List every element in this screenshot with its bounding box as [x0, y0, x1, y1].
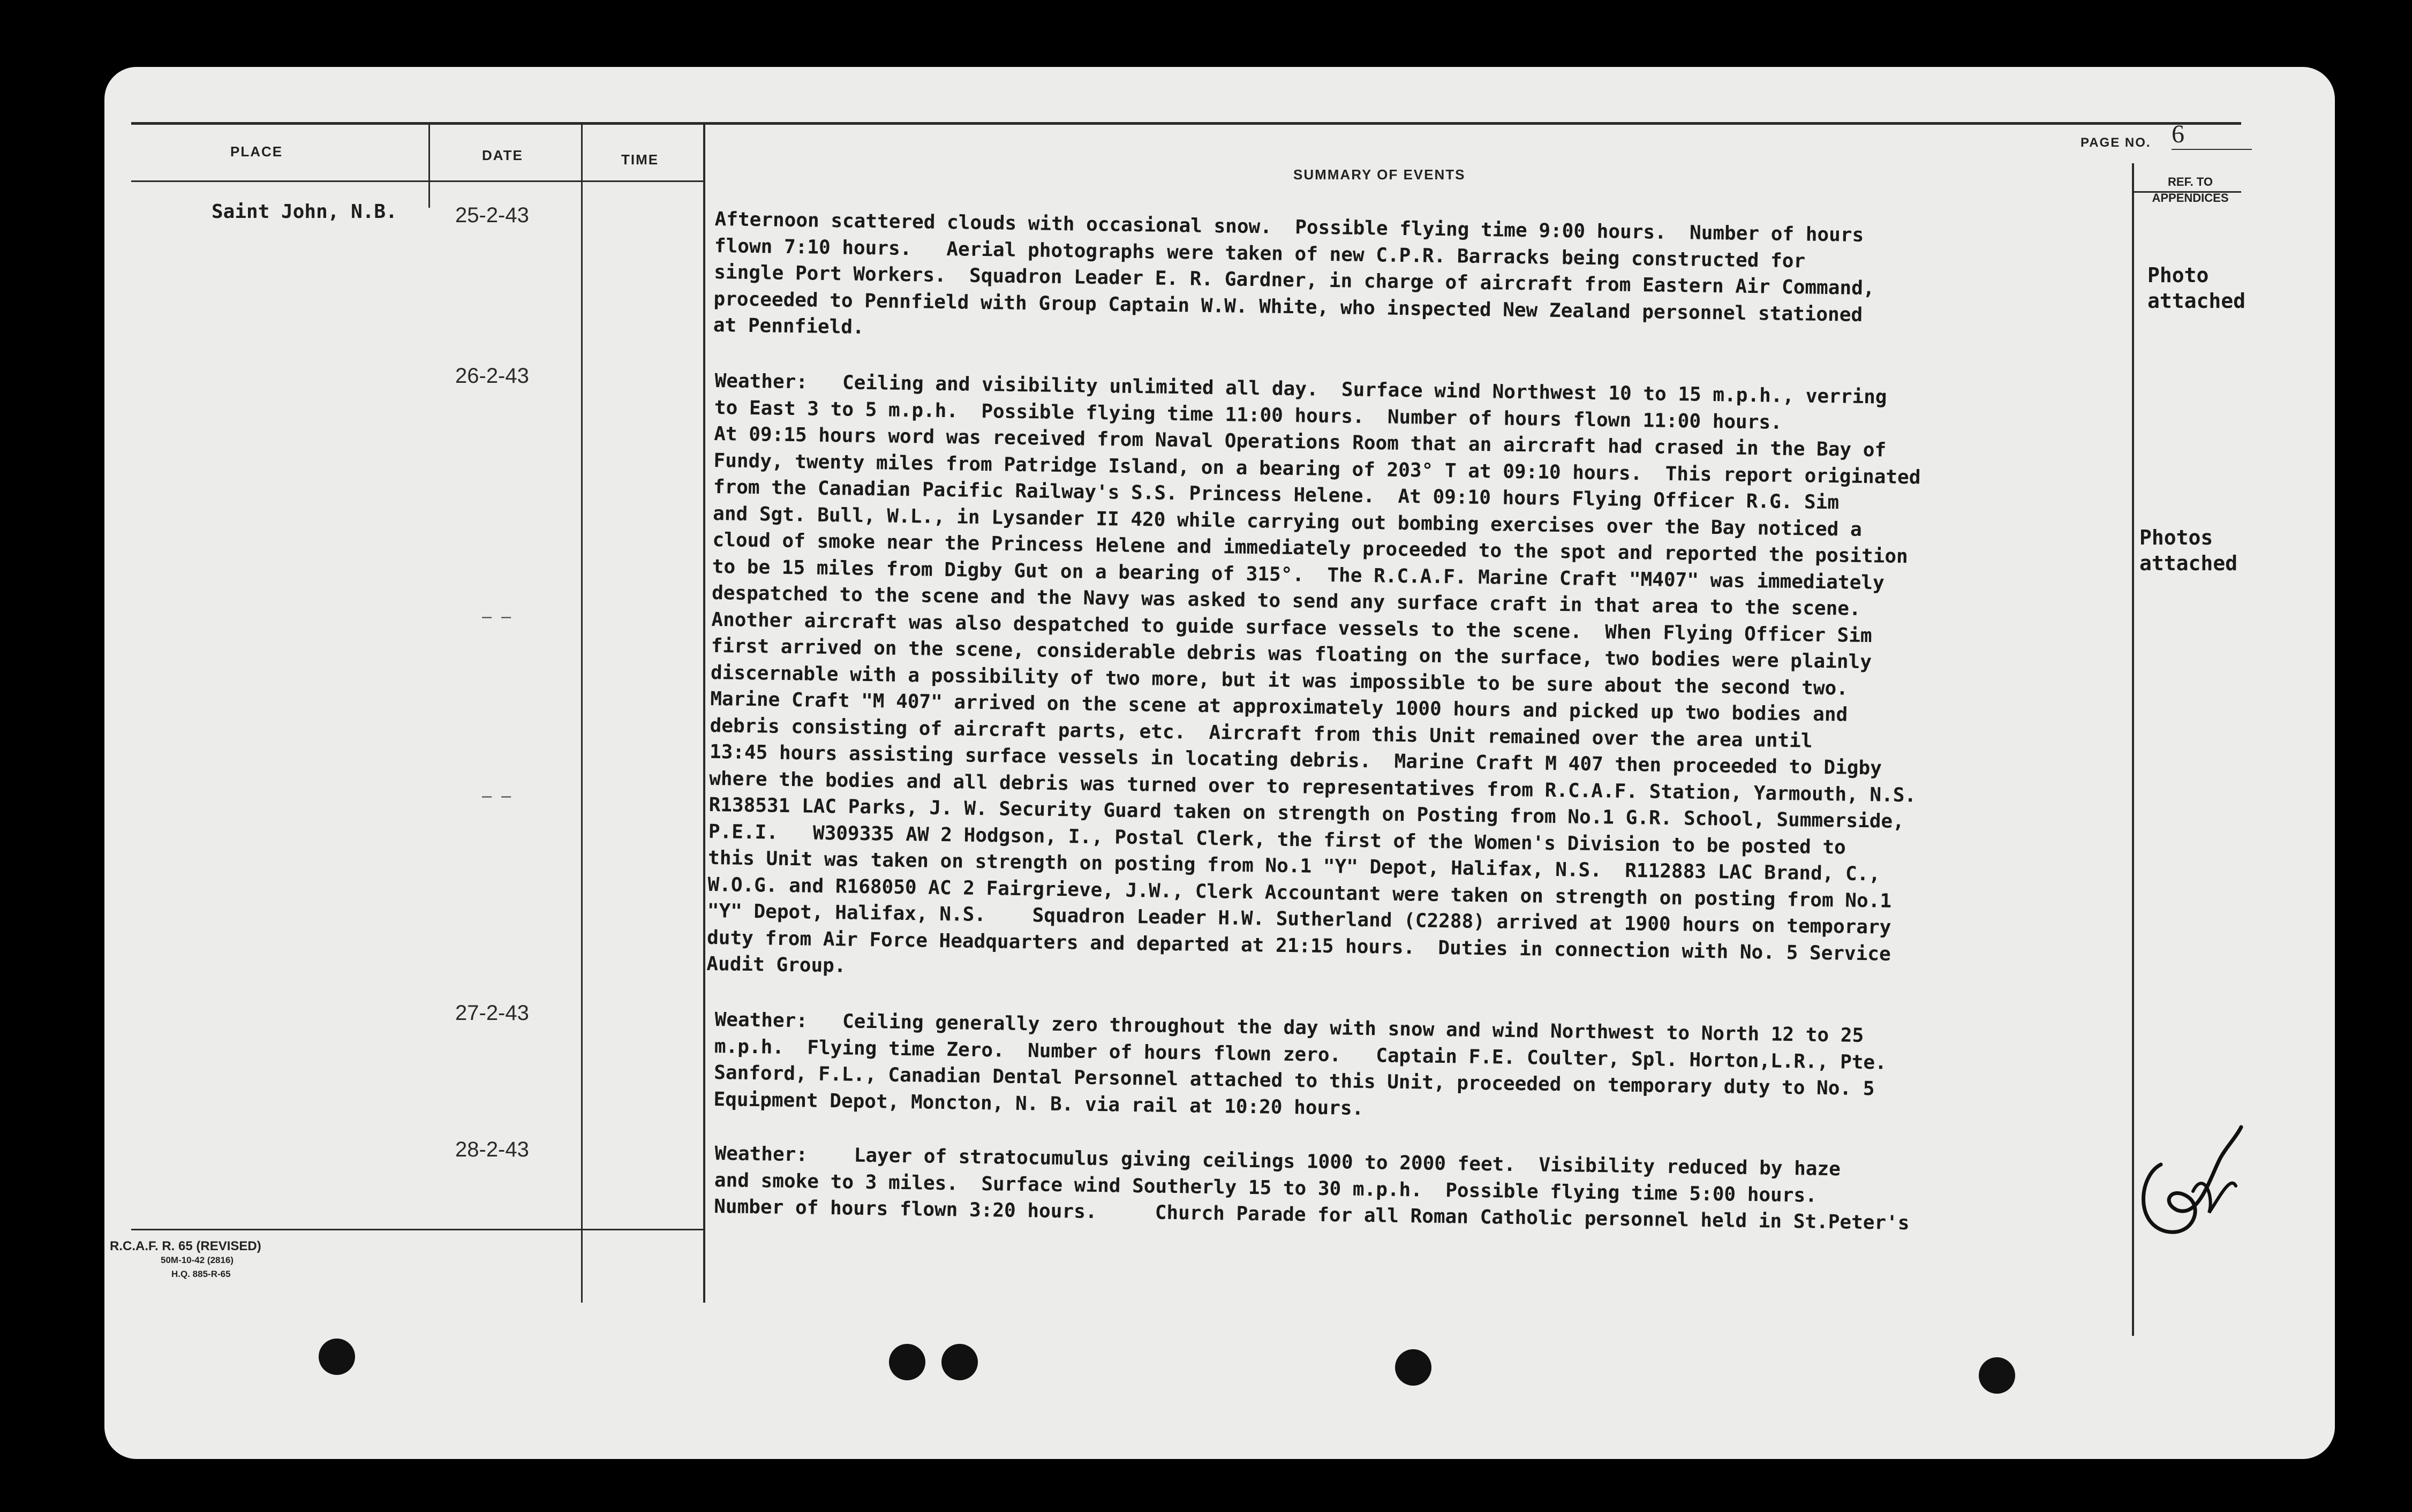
appendix-ref-2-line1: Photos	[2139, 526, 2213, 549]
binder-hole	[319, 1339, 355, 1375]
appendix-ref-1	[2147, 262, 2245, 314]
binder-hole	[1395, 1349, 1431, 1386]
header-rule	[131, 180, 704, 182]
binder-hole	[941, 1344, 978, 1380]
binder-hole	[889, 1344, 925, 1380]
summary-entry-1: Afternoon scattered clouds with occasional snow. Possible flying time 9:00 hours. Number of hours flown 7:10 hours. Aerial photographs were taken of new C.P.R. Barracks being constructed for single Port Workers. Squadron Leader E. R. Gardner, in charge of aircraft from Eastern Air Command, proceeded to Pennfield with Group Captain W.W. White, who inspected New Zealand personnel stationed at Pennfield.	[713, 208, 1875, 338]
appendix-ref-2	[2139, 525, 2237, 576]
print-line-2: H.Q. 885-R-65	[171, 1269, 231, 1279]
date-entry-2: 26-2-43	[455, 364, 529, 388]
header-time: TIME	[621, 152, 659, 168]
bottom-rule	[131, 1229, 704, 1230]
form-id: R.C.A.F. R. 65 (REVISED)	[110, 1239, 261, 1253]
header-place: PLACE	[230, 143, 283, 160]
appendix-ref-1-line1: Photo	[2147, 263, 2209, 287]
binder-hole	[1979, 1357, 2015, 1394]
page-number: 6	[2172, 119, 2252, 150]
header-summary: SUMMARY OF EVENTS	[1293, 167, 1466, 183]
column-rule-date-time	[581, 125, 583, 1303]
header-ref-line2: APPENDICES	[2152, 191, 2229, 205]
header-ref-line1: REF. TO	[2168, 175, 2213, 188]
print-line-1: 50M-10-42 (2816)	[161, 1255, 234, 1265]
war-diary-page	[104, 67, 2335, 1459]
ditto-mark: – –	[482, 608, 511, 626]
form-footer	[110, 1239, 261, 1281]
column-rule-time-summary	[703, 125, 705, 1303]
date-entry-4: 28-2-43	[455, 1138, 529, 1161]
date-entry-3: 27-2-43	[455, 1001, 529, 1025]
summary-entry-2: Weather: Ceiling and visibility unlimited all day. Surface wind Northwest 10 to 15 m.p.h., verring to East 3 to 5 m.p.h. Possible flying time 11:00 hours. Number of hours flown 11:00 hours. At 09:15 hours word was received from Naval Operations Room that an aircraft had crased in the Bay of Fundy, twenty miles from Patridge Island, on a bearing of 203° T at 09:10 hours. This report originated from the Canadian Pacific Railway's S.S. Princess Helene. At 09:10 hours Flying Officer R.G. Sim and Sgt. Bull, W.L., in Lysander II 420 while carrying out bombing exercises over the Bay noticed a cloud of smoke near the Princess Helene and immediately proceeded to the spot and reported the position to be 15 miles from Digby Gut on a bearing of 315°. The R.C.A.F. Marine Craft "M407" was immediately despatched to the scene and the Navy was asked to send any surface craft in that area to the scene. Another aircraft was also despatched to guide surface vessels to the scene. When Flying Officer Sim first arrived on the scene, considerable debris was floating on the surface, two bodies were plainly discernable with a possibility of two more, but it was impossible to be sure about the second two. Marine Craft "M 407" arrived on the scene at approximately 1000 hours and picked up two bodies and debris consisting of aircraft parts, etc. Aircraft from this Unit remained over the area until 13:45 hours assisting surface vessels in locating debris. Marine Craft M 407 then proceeded to Digby where the bodies and all debris was turned over to representatives from R.C.A.F. Station, Yarmouth, N.S. R138531 LAC Parks, J. W. Security Guard taken on strength on Posting from No.1 G.R. School, Summerside, P.E.I. W309335 AW 2 Hodgson, I., Postal Clerk, the first of the Women's Division to be posted to this Unit was taken on strength on posting from No.1 "Y" Depot, Halifax, N.S. R112883 LAC Brand, C., W.O.G. and R168050 AC 2 Fairgrieve, J.W., Clerk Accountant were taken on strength on posting from No.1 "Y" Depot, Halifax, N.S. Squadron Leader H.W. Sutherland (C2288) arrived at 1900 hours on temporary duty from Air Force Headquarters and departed at 21:15 hours. Duties in connection with No. 5 Service Audit Group.	[706, 369, 1921, 977]
column-rule-place-date	[428, 122, 430, 208]
ditto-mark: – –	[482, 787, 511, 806]
place: Saint John, N.B.	[212, 201, 397, 223]
summary-entry-3: Weather: Ceiling generally zero throughout the day with snow and wind Northwest to North 12 to 25 m.p.h. Flying time Zero. Number of hours flown zero. Captain F.E. Coulter, Spl. Horton,L.R., Pte. Sanford, F.L., Canadian Dental Personnel attached to this Unit, proceeded on temporary duty to No. 5 Equipment Depot, Moncton, N. B. via rail at 10:20 hours.	[713, 1008, 1887, 1120]
header-ref-appendices	[2139, 174, 2241, 206]
appendix-ref-1-line2: attached	[2147, 289, 2246, 313]
header-date: DATE	[482, 147, 523, 163]
date-entry-1: 25-2-43	[455, 203, 529, 227]
summary-entry-4: Weather: Layer of stratocumulus giving ceilings 1000 to 2000 feet. Visibility reduced by haze and smoke to 3 miles. Surface wind Southerly 15 to 30 m.p.h. Possible flying time 5:00 hours. Number of hours flown 3:20 hours. Church Parade for all Roman Catholic personnel held in St.Peter's	[713, 1142, 1910, 1235]
header-page-label: PAGE NO.	[2081, 135, 2151, 150]
handwritten-initials-icon	[2129, 1116, 2247, 1245]
top-rule	[131, 122, 2241, 125]
appendix-ref-2-line2: attached	[2139, 551, 2238, 575]
